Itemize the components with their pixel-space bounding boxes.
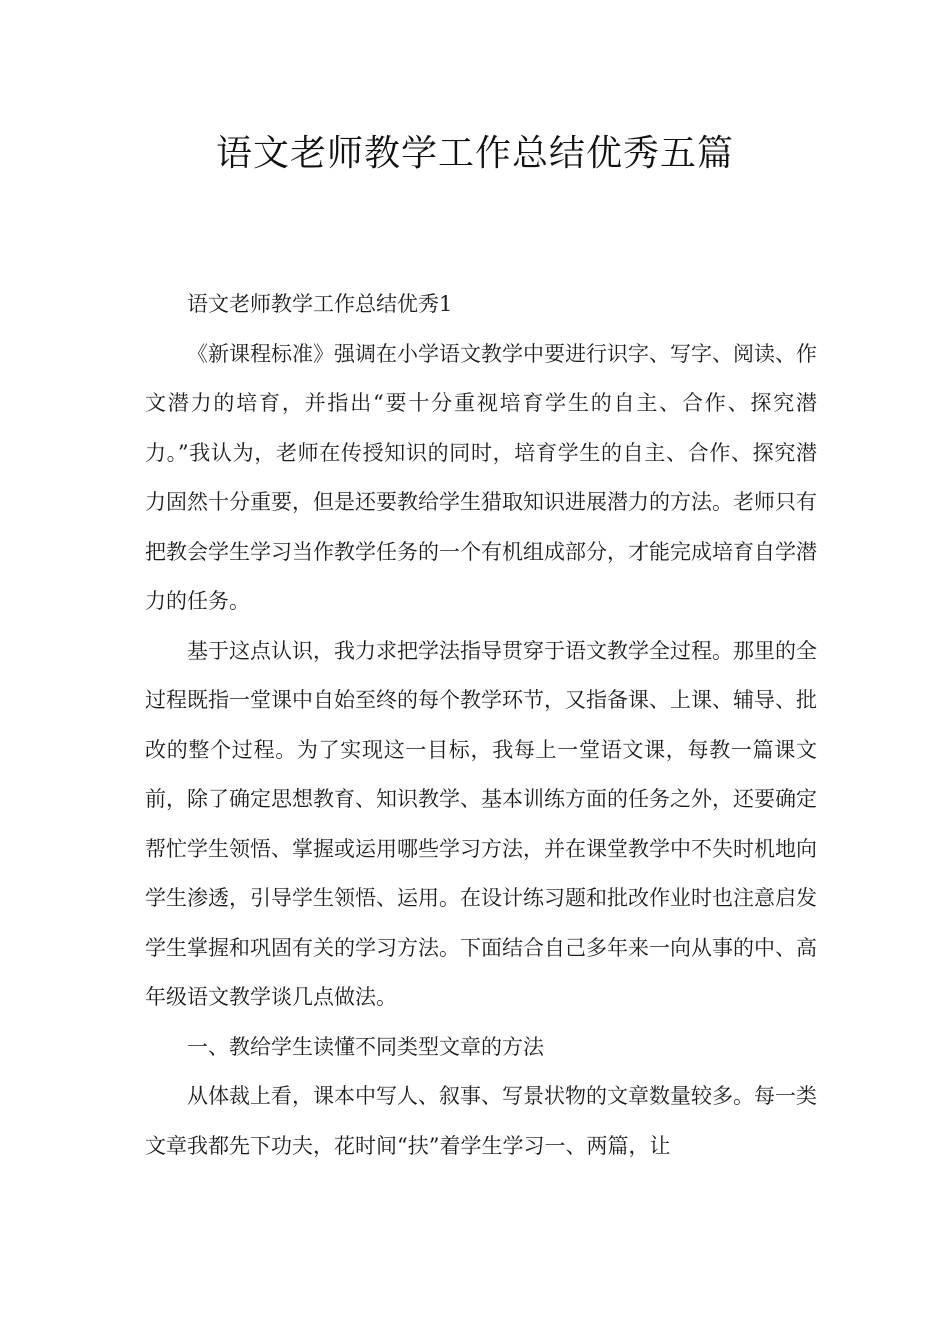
document-title: 语文老师教学工作总结优秀五篇 <box>215 133 734 174</box>
document-body <box>145 280 817 1171</box>
section-heading: 语文老师教学工作总结优秀1 <box>187 292 453 316</box>
subheading: 一、教给学生读懂不同类型文章的方法 <box>187 1034 544 1059</box>
paragraph: 《新课程标准》强调在小学语文教学中要进行识字、写字、阅读、作文潜力的培育，并指出“要十分重视培育学生的自主、合作、探究潜力。”我认为，老师在传授知识的同时，培育学生的自主、合作、探究潜力固然十分重要，但是还要教给学生猎取知识进展潜力的方法。老师只有把教会学生学习当作教学任务的一个有机组成部分，才能完成培育自学潜力的任务。 <box>145 341 817 613</box>
paragraph: 基于这点认识，我力求把学法指导贯穿于语文教学全过程。那里的全过程既指一堂课中自始至终的每个教学环节，又指备课、上课、辅导、批改的整个过程。为了实现这一目标，我每上一堂语文课，每教一篇课文前，除了确定思想教育、知识教学、基本训练方面的任务之外，还要确定帮忙学生领悟、掌握或运用哪些学习方法，并在课堂教学中不失时机地向学生渗透，引导学生领悟、运用。在设计练习题和批改作业时也注意启发学生掌握和巩固有关的学习方法。下面结合自己多年来一向从事的中、高年级语文教学谈几点做法。 <box>145 638 817 1009</box>
paragraph: 从体裁上看，课本中写人、叙事、写景状物的文章数量较多。每一类文章我都先下功夫，花时间“扶”着学生学习一、两篇，让 <box>145 1084 817 1158</box>
